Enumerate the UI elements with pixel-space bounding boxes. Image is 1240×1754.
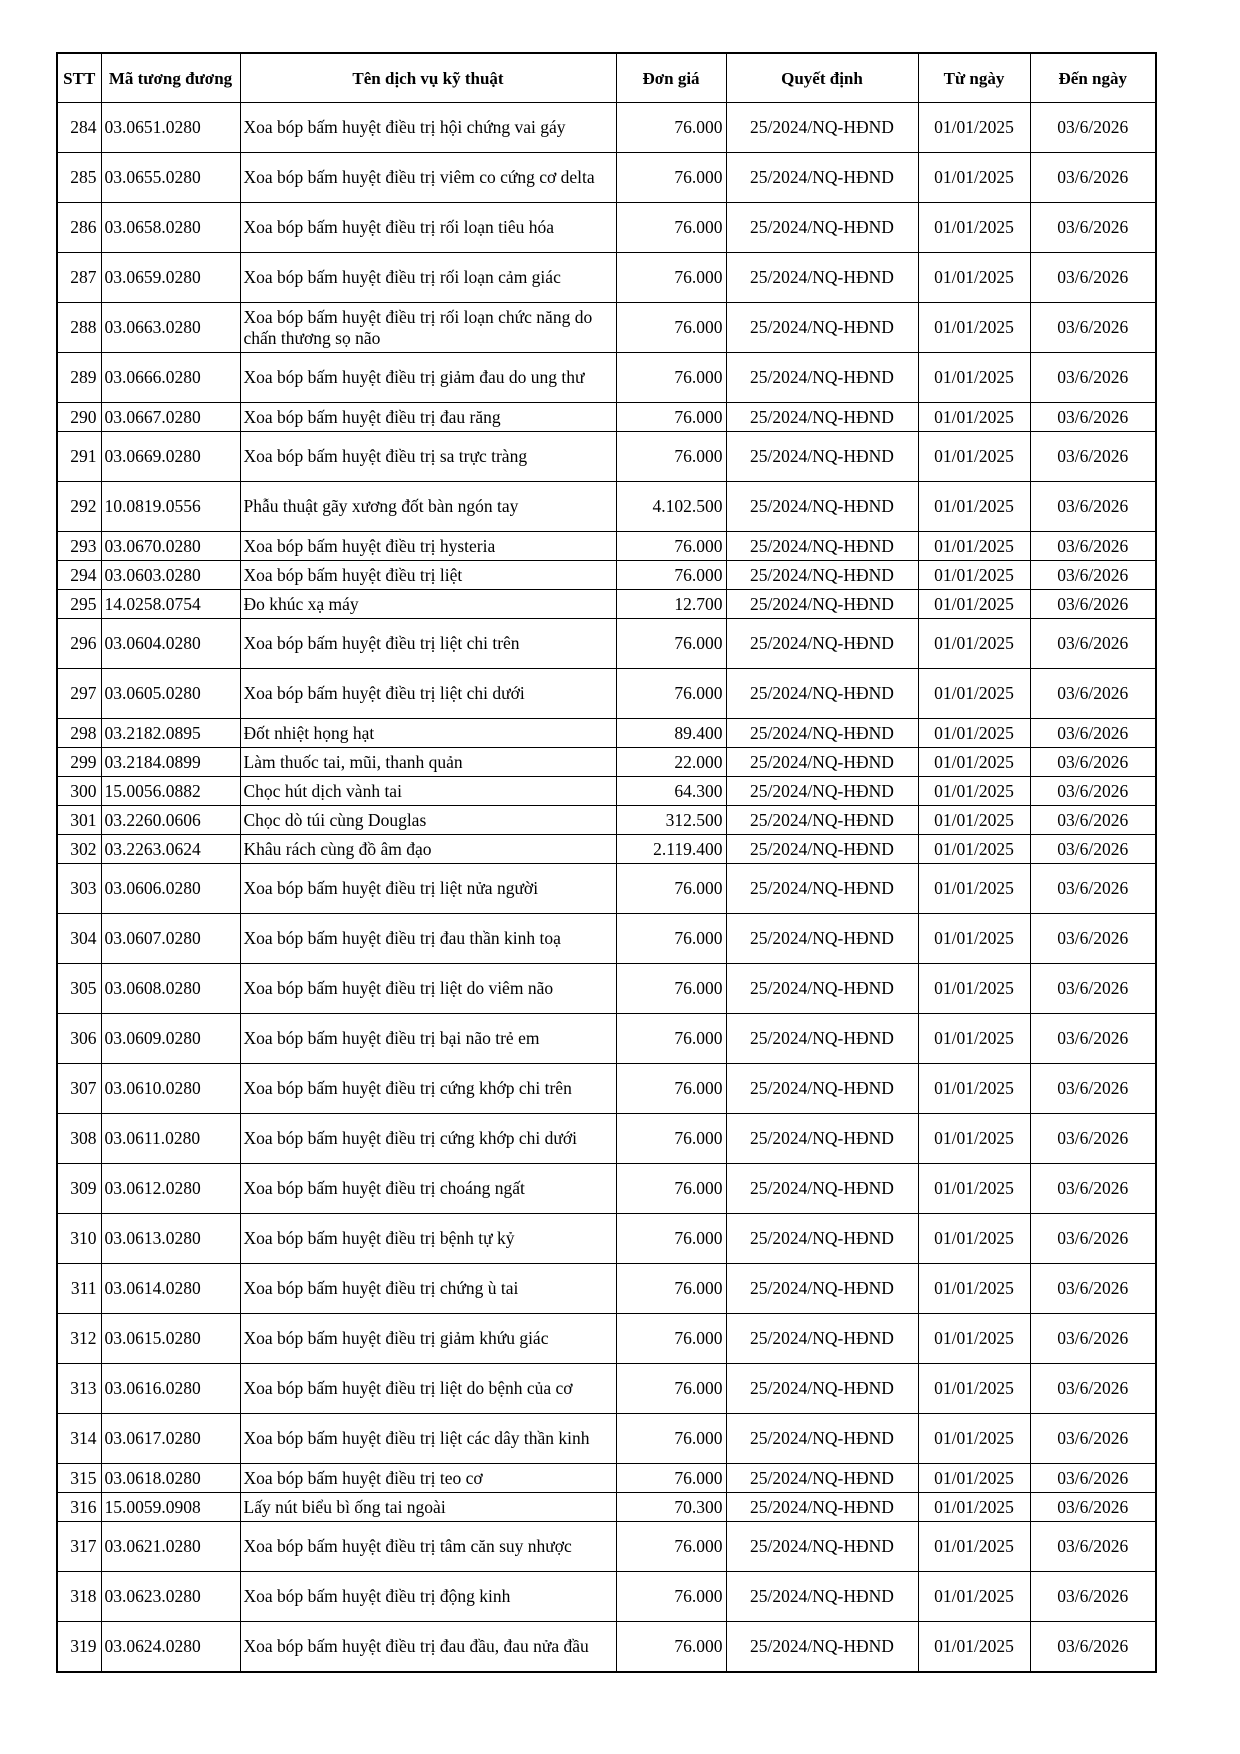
cell-to-date: 03/6/2026 [1030,1493,1156,1522]
table-row [57,1414,1156,1464]
table-row [57,1464,1156,1493]
cell-price: 76.000 [616,1622,726,1673]
cell-from-date: 01/01/2025 [918,1622,1030,1673]
cell-price: 22.000 [616,748,726,777]
cell-decision: 25/2024/NQ-HĐND [726,914,918,964]
cell-decision: 25/2024/NQ-HĐND [726,806,918,835]
cell-stt: 308 [57,1114,101,1164]
cell-price: 76.000 [616,1114,726,1164]
cell-stt: 293 [57,532,101,561]
cell-stt: 300 [57,777,101,806]
cell-code: 03.0608.0280 [101,964,240,1014]
cell-stt: 287 [57,253,101,303]
cell-from-date: 01/01/2025 [918,153,1030,203]
cell-decision: 25/2024/NQ-HĐND [726,669,918,719]
cell-code: 03.0611.0280 [101,1114,240,1164]
cell-stt: 296 [57,619,101,669]
cell-stt: 297 [57,669,101,719]
cell-price: 76.000 [616,203,726,253]
cell-decision: 25/2024/NQ-HĐND [726,964,918,1014]
cell-stt: 315 [57,1464,101,1493]
cell-code: 03.0609.0280 [101,1014,240,1064]
table-row [57,619,1156,669]
table-row [57,1572,1156,1622]
cell-stt: 288 [57,303,101,353]
cell-from-date: 01/01/2025 [918,253,1030,303]
cell-to-date: 03/6/2026 [1030,103,1156,153]
cell-from-date: 01/01/2025 [918,864,1030,914]
cell-service-name: Xoa bóp bấm huyệt điều trị hội chứng vai gáy [240,103,616,153]
cell-service-name: Chọc hút dịch vành tai [240,777,616,806]
table-row [57,1522,1156,1572]
cell-to-date: 03/6/2026 [1030,153,1156,203]
cell-code: 03.0616.0280 [101,1364,240,1414]
cell-price: 76.000 [616,253,726,303]
cell-service-name: Xoa bóp bấm huyệt điều trị đau thần kinh toạ [240,914,616,964]
cell-service-name: Khâu rách cùng đồ âm đạo [240,835,616,864]
cell-price: 76.000 [616,403,726,432]
cell-decision: 25/2024/NQ-HĐND [726,777,918,806]
cell-to-date: 03/6/2026 [1030,482,1156,532]
table-body [57,103,1156,1673]
cell-decision: 25/2024/NQ-HĐND [726,253,918,303]
table-row [57,1214,1156,1264]
table-row [57,303,1156,353]
cell-code: 03.0615.0280 [101,1314,240,1364]
cell-code: 03.0663.0280 [101,303,240,353]
cell-price: 4.102.500 [616,482,726,532]
cell-from-date: 01/01/2025 [918,1364,1030,1414]
cell-decision: 25/2024/NQ-HĐND [726,619,918,669]
cell-to-date: 03/6/2026 [1030,964,1156,1014]
cell-service-name: Xoa bóp bấm huyệt điều trị liệt chi trên [240,619,616,669]
cell-service-name: Xoa bóp bấm huyệt điều trị giảm khứu giác [240,1314,616,1364]
cell-service-name: Xoa bóp bấm huyệt điều trị động kinh [240,1572,616,1622]
cell-code: 03.0617.0280 [101,1414,240,1464]
cell-service-name: Xoa bóp bấm huyệt điều trị teo cơ [240,1464,616,1493]
cell-stt: 313 [57,1364,101,1414]
cell-from-date: 01/01/2025 [918,590,1030,619]
table-row [57,1114,1156,1164]
cell-from-date: 01/01/2025 [918,1522,1030,1572]
cell-to-date: 03/6/2026 [1030,561,1156,590]
cell-price: 76.000 [616,1314,726,1364]
cell-service-name: Đốt nhiệt họng hạt [240,719,616,748]
cell-code: 14.0258.0754 [101,590,240,619]
cell-decision: 25/2024/NQ-HĐND [726,1493,918,1522]
cell-price: 76.000 [616,103,726,153]
cell-from-date: 01/01/2025 [918,1164,1030,1214]
cell-service-name: Xoa bóp bấm huyệt điều trị viêm co cứng cơ delta [240,153,616,203]
cell-price: 89.400 [616,719,726,748]
cell-price: 64.300 [616,777,726,806]
cell-to-date: 03/6/2026 [1030,253,1156,303]
cell-service-name: Xoa bóp bấm huyệt điều trị rối loạn cảm giác [240,253,616,303]
cell-code: 15.0059.0908 [101,1493,240,1522]
cell-stt: 304 [57,914,101,964]
cell-decision: 25/2024/NQ-HĐND [726,719,918,748]
cell-price: 76.000 [616,532,726,561]
cell-stt: 309 [57,1164,101,1214]
cell-decision: 25/2024/NQ-HĐND [726,864,918,914]
cell-from-date: 01/01/2025 [918,719,1030,748]
cell-service-name: Xoa bóp bấm huyệt điều trị sa trực tràng [240,432,616,482]
cell-service-name: Xoa bóp bấm huyệt điều trị liệt do viêm não [240,964,616,1014]
cell-stt: 289 [57,353,101,403]
table-row [57,777,1156,806]
cell-code: 03.0607.0280 [101,914,240,964]
header-name: Tên dịch vụ kỹ thuật [240,53,616,103]
cell-to-date: 03/6/2026 [1030,1314,1156,1364]
cell-price: 76.000 [616,1014,726,1064]
table-row [57,590,1156,619]
cell-stt: 295 [57,590,101,619]
cell-stt: 302 [57,835,101,864]
cell-decision: 25/2024/NQ-HĐND [726,590,918,619]
cell-price: 70.300 [616,1493,726,1522]
cell-from-date: 01/01/2025 [918,748,1030,777]
cell-service-name: Xoa bóp bấm huyệt điều trị tâm căn suy nhược [240,1522,616,1572]
table-row [57,1364,1156,1414]
table-row [57,353,1156,403]
cell-decision: 25/2024/NQ-HĐND [726,1164,918,1214]
cell-from-date: 01/01/2025 [918,1314,1030,1364]
cell-price: 2.119.400 [616,835,726,864]
table-row [57,864,1156,914]
cell-code: 03.0613.0280 [101,1214,240,1264]
cell-from-date: 01/01/2025 [918,303,1030,353]
cell-stt: 290 [57,403,101,432]
cell-decision: 25/2024/NQ-HĐND [726,303,918,353]
cell-decision: 25/2024/NQ-HĐND [726,153,918,203]
cell-from-date: 01/01/2025 [918,1264,1030,1314]
table-row [57,482,1156,532]
cell-from-date: 01/01/2025 [918,669,1030,719]
cell-to-date: 03/6/2026 [1030,777,1156,806]
cell-stt: 299 [57,748,101,777]
cell-code: 03.2184.0899 [101,748,240,777]
cell-service-name: Xoa bóp bấm huyệt điều trị cứng khớp chi trên [240,1064,616,1114]
cell-to-date: 03/6/2026 [1030,1164,1156,1214]
cell-decision: 25/2024/NQ-HĐND [726,1414,918,1464]
header-to-date: Đến ngày [1030,53,1156,103]
cell-service-name: Đo khúc xạ máy [240,590,616,619]
cell-code: 03.0603.0280 [101,561,240,590]
table-row [57,153,1156,203]
cell-price: 76.000 [616,1214,726,1264]
table-row [57,103,1156,153]
cell-price: 76.000 [616,1264,726,1314]
cell-price: 76.000 [616,1364,726,1414]
cell-to-date: 03/6/2026 [1030,303,1156,353]
cell-price: 76.000 [616,619,726,669]
cell-to-date: 03/6/2026 [1030,806,1156,835]
cell-stt: 284 [57,103,101,153]
table-row [57,561,1156,590]
cell-to-date: 03/6/2026 [1030,1214,1156,1264]
cell-service-name: Làm thuốc tai, mũi, thanh quản [240,748,616,777]
cell-to-date: 03/6/2026 [1030,1522,1156,1572]
cell-price: 76.000 [616,1572,726,1622]
cell-from-date: 01/01/2025 [918,806,1030,835]
cell-decision: 25/2024/NQ-HĐND [726,1264,918,1314]
header-decision: Quyết định [726,53,918,103]
cell-code: 03.0612.0280 [101,1164,240,1214]
table-row [57,253,1156,303]
cell-decision: 25/2024/NQ-HĐND [726,482,918,532]
cell-code: 03.0623.0280 [101,1572,240,1622]
cell-from-date: 01/01/2025 [918,561,1030,590]
cell-stt: 307 [57,1064,101,1114]
cell-code: 03.0667.0280 [101,403,240,432]
cell-price: 76.000 [616,432,726,482]
cell-decision: 25/2024/NQ-HĐND [726,1214,918,1264]
header-code: Mã tương đương [101,53,240,103]
cell-code: 03.2182.0895 [101,719,240,748]
cell-stt: 310 [57,1214,101,1264]
cell-code: 03.0624.0280 [101,1622,240,1673]
cell-from-date: 01/01/2025 [918,482,1030,532]
cell-stt: 306 [57,1014,101,1064]
cell-service-name: Xoa bóp bấm huyệt điều trị đau răng [240,403,616,432]
cell-service-name: Xoa bóp bấm huyệt điều trị liệt nửa người [240,864,616,914]
cell-service-name: Phẫu thuật gãy xương đốt bàn ngón tay [240,482,616,532]
cell-decision: 25/2024/NQ-HĐND [726,1522,918,1572]
cell-price: 76.000 [616,1414,726,1464]
cell-stt: 292 [57,482,101,532]
cell-decision: 25/2024/NQ-HĐND [726,353,918,403]
cell-to-date: 03/6/2026 [1030,914,1156,964]
cell-decision: 25/2024/NQ-HĐND [726,532,918,561]
cell-to-date: 03/6/2026 [1030,1114,1156,1164]
table-row [57,669,1156,719]
cell-from-date: 01/01/2025 [918,835,1030,864]
table-row [57,1014,1156,1064]
cell-stt: 294 [57,561,101,590]
cell-from-date: 01/01/2025 [918,103,1030,153]
cell-price: 76.000 [616,669,726,719]
table-row [57,432,1156,482]
cell-stt: 305 [57,964,101,1014]
cell-code: 03.0670.0280 [101,532,240,561]
cell-price: 76.000 [616,964,726,1014]
cell-to-date: 03/6/2026 [1030,1464,1156,1493]
table-row [57,964,1156,1014]
cell-from-date: 01/01/2025 [918,1064,1030,1114]
cell-service-name: Xoa bóp bấm huyệt điều trị liệt các dây thần kinh [240,1414,616,1464]
cell-service-name: Xoa bóp bấm huyệt điều trị bại não trẻ em [240,1014,616,1064]
table-row [57,203,1156,253]
cell-service-name: Lấy nút biểu bì ống tai ngoài [240,1493,616,1522]
cell-to-date: 03/6/2026 [1030,748,1156,777]
cell-code: 03.0658.0280 [101,203,240,253]
cell-decision: 25/2024/NQ-HĐND [726,1114,918,1164]
cell-service-name: Xoa bóp bấm huyệt điều trị rối loạn tiêu hóa [240,203,616,253]
cell-to-date: 03/6/2026 [1030,835,1156,864]
cell-code: 03.2260.0606 [101,806,240,835]
document-page [56,52,1157,1673]
cell-decision: 25/2024/NQ-HĐND [726,1314,918,1364]
cell-from-date: 01/01/2025 [918,432,1030,482]
cell-code: 03.0621.0280 [101,1522,240,1572]
cell-from-date: 01/01/2025 [918,1414,1030,1464]
cell-from-date: 01/01/2025 [918,1464,1030,1493]
cell-stt: 286 [57,203,101,253]
cell-service-name: Xoa bóp bấm huyệt điều trị cứng khớp chi dưới [240,1114,616,1164]
cell-decision: 25/2024/NQ-HĐND [726,432,918,482]
cell-price: 76.000 [616,561,726,590]
table-row [57,1493,1156,1522]
cell-service-name: Xoa bóp bấm huyệt điều trị chứng ù tai [240,1264,616,1314]
cell-code: 03.0651.0280 [101,103,240,153]
cell-code: 15.0056.0882 [101,777,240,806]
cell-price: 312.500 [616,806,726,835]
table-row [57,532,1156,561]
cell-stt: 303 [57,864,101,914]
cell-from-date: 01/01/2025 [918,1014,1030,1064]
cell-to-date: 03/6/2026 [1030,1622,1156,1673]
cell-decision: 25/2024/NQ-HĐND [726,1464,918,1493]
header-stt: STT [57,53,101,103]
cell-decision: 25/2024/NQ-HĐND [726,1014,918,1064]
cell-from-date: 01/01/2025 [918,1493,1030,1522]
table-row [57,403,1156,432]
cell-from-date: 01/01/2025 [918,403,1030,432]
cell-price: 76.000 [616,153,726,203]
cell-price: 76.000 [616,1164,726,1214]
cell-code: 03.0606.0280 [101,864,240,914]
cell-to-date: 03/6/2026 [1030,864,1156,914]
cell-service-name: Xoa bóp bấm huyệt điều trị giảm đau do ung thư [240,353,616,403]
cell-decision: 25/2024/NQ-HĐND [726,1572,918,1622]
cell-service-name: Xoa bóp bấm huyệt điều trị liệt chi dưới [240,669,616,719]
table-row [57,1064,1156,1114]
cell-price: 76.000 [616,1464,726,1493]
cell-price: 76.000 [616,914,726,964]
cell-decision: 25/2024/NQ-HĐND [726,203,918,253]
cell-to-date: 03/6/2026 [1030,1014,1156,1064]
cell-to-date: 03/6/2026 [1030,1414,1156,1464]
cell-stt: 318 [57,1572,101,1622]
cell-to-date: 03/6/2026 [1030,432,1156,482]
cell-from-date: 01/01/2025 [918,777,1030,806]
cell-from-date: 01/01/2025 [918,1572,1030,1622]
cell-stt: 316 [57,1493,101,1522]
cell-decision: 25/2024/NQ-HĐND [726,403,918,432]
cell-to-date: 03/6/2026 [1030,1064,1156,1114]
cell-code: 03.0618.0280 [101,1464,240,1493]
cell-service-name: Xoa bóp bấm huyệt điều trị liệt [240,561,616,590]
cell-service-name: Chọc dò túi cùng Douglas [240,806,616,835]
cell-stt: 291 [57,432,101,482]
cell-service-name: Xoa bóp bấm huyệt điều trị choáng ngất [240,1164,616,1214]
cell-code: 03.2263.0624 [101,835,240,864]
table-row [57,835,1156,864]
cell-price: 76.000 [616,353,726,403]
cell-code: 03.0610.0280 [101,1064,240,1114]
table-row [57,748,1156,777]
cell-stt: 317 [57,1522,101,1572]
table-row [57,1264,1156,1314]
cell-decision: 25/2024/NQ-HĐND [726,561,918,590]
cell-code: 03.0669.0280 [101,432,240,482]
cell-decision: 25/2024/NQ-HĐND [726,1364,918,1414]
cell-decision: 25/2024/NQ-HĐND [726,1622,918,1673]
cell-from-date: 01/01/2025 [918,964,1030,1014]
cell-service-name: Xoa bóp bấm huyệt điều trị liệt do bệnh của cơ [240,1364,616,1414]
cell-stt: 298 [57,719,101,748]
cell-from-date: 01/01/2025 [918,1114,1030,1164]
cell-price: 76.000 [616,303,726,353]
cell-to-date: 03/6/2026 [1030,590,1156,619]
cell-to-date: 03/6/2026 [1030,719,1156,748]
cell-price: 12.700 [616,590,726,619]
cell-service-name: Xoa bóp bấm huyệt điều trị hysteria [240,532,616,561]
cell-from-date: 01/01/2025 [918,914,1030,964]
cell-service-name: Xoa bóp bấm huyệt điều trị đau đầu, đau nửa đầu [240,1622,616,1673]
cell-decision: 25/2024/NQ-HĐND [726,1064,918,1114]
cell-decision: 25/2024/NQ-HĐND [726,835,918,864]
table-header-row [57,53,1156,103]
cell-stt: 311 [57,1264,101,1314]
cell-price: 76.000 [616,1064,726,1114]
table-row [57,1164,1156,1214]
cell-code: 03.0659.0280 [101,253,240,303]
cell-from-date: 01/01/2025 [918,203,1030,253]
cell-stt: 314 [57,1414,101,1464]
cell-decision: 25/2024/NQ-HĐND [726,103,918,153]
cell-from-date: 01/01/2025 [918,619,1030,669]
cell-to-date: 03/6/2026 [1030,1364,1156,1414]
cell-to-date: 03/6/2026 [1030,403,1156,432]
header-price: Đơn giá [616,53,726,103]
cell-decision: 25/2024/NQ-HĐND [726,748,918,777]
header-from-date: Từ ngày [918,53,1030,103]
table-row [57,1314,1156,1364]
cell-from-date: 01/01/2025 [918,353,1030,403]
cell-price: 76.000 [616,864,726,914]
cell-stt: 319 [57,1622,101,1673]
cell-to-date: 03/6/2026 [1030,1264,1156,1314]
cell-code: 10.0819.0556 [101,482,240,532]
cell-price: 76.000 [616,1522,726,1572]
cell-to-date: 03/6/2026 [1030,619,1156,669]
cell-service-name: Xoa bóp bấm huyệt điều trị bệnh tự kỷ [240,1214,616,1264]
cell-code: 03.0614.0280 [101,1264,240,1314]
cell-to-date: 03/6/2026 [1030,669,1156,719]
cell-from-date: 01/01/2025 [918,532,1030,561]
cell-to-date: 03/6/2026 [1030,353,1156,403]
cell-to-date: 03/6/2026 [1030,203,1156,253]
cell-stt: 301 [57,806,101,835]
table-row [57,1622,1156,1673]
cell-stt: 312 [57,1314,101,1364]
table-row [57,806,1156,835]
cell-code: 03.0605.0280 [101,669,240,719]
price-table [56,52,1157,1673]
cell-from-date: 01/01/2025 [918,1214,1030,1264]
cell-code: 03.0655.0280 [101,153,240,203]
cell-to-date: 03/6/2026 [1030,532,1156,561]
cell-code: 03.0666.0280 [101,353,240,403]
cell-code: 03.0604.0280 [101,619,240,669]
table-row [57,914,1156,964]
cell-service-name: Xoa bóp bấm huyệt điều trị rối loạn chức năng do chấn thương sọ não [240,303,616,353]
cell-stt: 285 [57,153,101,203]
cell-to-date: 03/6/2026 [1030,1572,1156,1622]
table-row [57,719,1156,748]
